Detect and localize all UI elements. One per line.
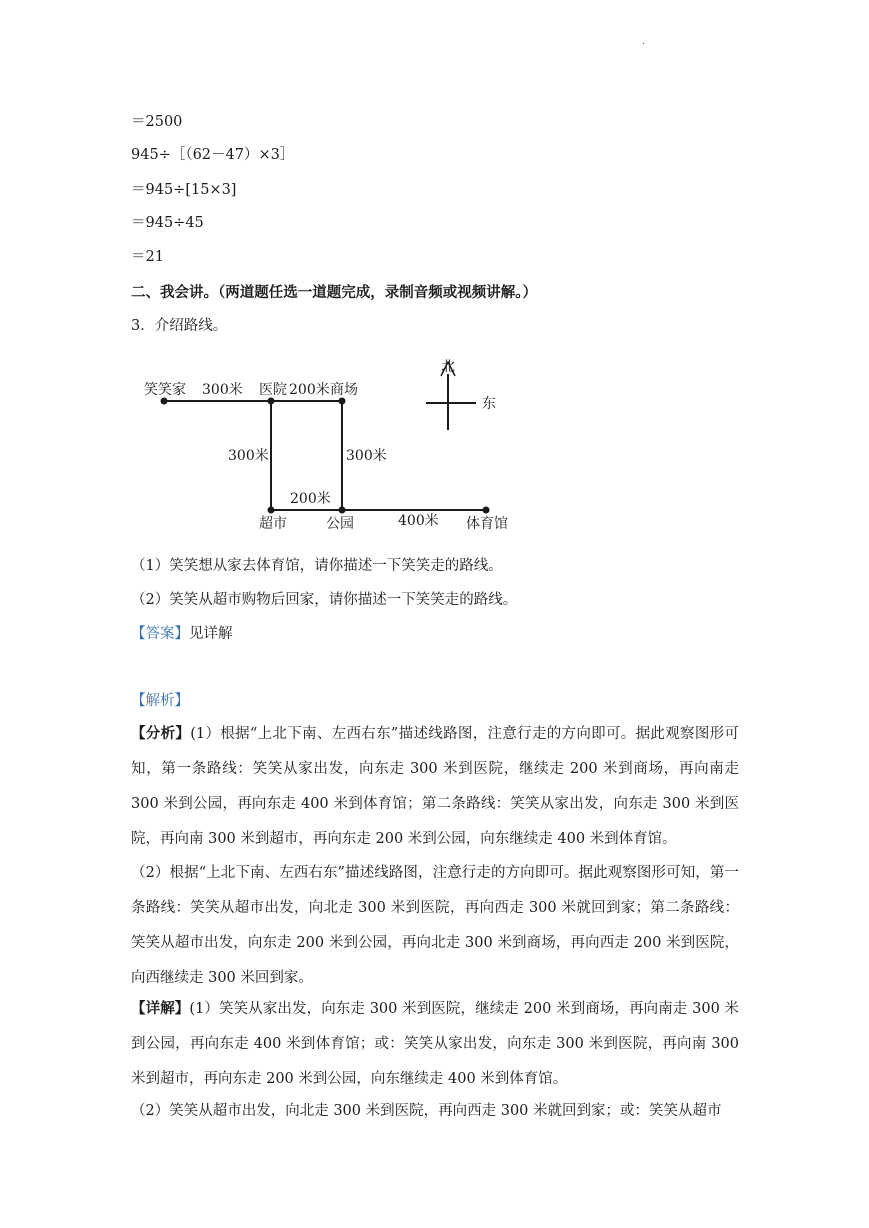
label-park: 公园 bbox=[326, 516, 354, 532]
label-dist-home-hospital: 300米 bbox=[202, 382, 243, 398]
analysis-paragraph-2: （2）根据“上北下南、左西右东”描述线路图，注意行走的方向即可。据此观察图形可知，第一条路线：笑笑从超市出发，向北走 300 米到医院，再向西走 300 米就回到家；第二条路线：笑笑从超市出发，向东走 200 米到公园，再向北走 300 米到商场，再向西走 200 米到医院，向西继续走 300 米回到家。 bbox=[131, 865, 739, 986]
calc-line-1: ＝2500 bbox=[131, 114, 183, 130]
calc-line-4: ＝945÷45 bbox=[131, 215, 204, 231]
detail-paragraph-1 bbox=[131, 991, 739, 1097]
label-dist-hospital-mall: 200米 bbox=[289, 382, 330, 398]
label-hospital: 医院 bbox=[259, 382, 287, 398]
mall-point bbox=[339, 398, 346, 405]
label-dist-hospital-supermarket: 300米 bbox=[228, 448, 269, 464]
sub-question-2: （2）笑笑从超市购物后回家，请你描述一下笑笑走的路线。 bbox=[131, 592, 518, 608]
park-point bbox=[339, 507, 346, 514]
section-title: 二、我会讲。（两道题任选一道题完成，录制音频或视频讲解。） bbox=[131, 284, 537, 301]
analysis-tag: 【分析】 bbox=[131, 725, 191, 742]
label-north: 北 bbox=[441, 359, 455, 375]
label-supermarket: 超市 bbox=[259, 516, 287, 532]
label-gym: 体育馆 bbox=[466, 516, 508, 532]
analysis-heading: 【解析】 bbox=[131, 693, 189, 709]
calc-line-3: ＝945÷[15×3] bbox=[131, 182, 237, 198]
supermarket-point bbox=[268, 507, 275, 514]
label-dist-supermarket-park: 200米 bbox=[290, 491, 331, 507]
calc-line-2: 945÷［（62－47）×3］ bbox=[131, 147, 295, 163]
label-home: 笑笑家 bbox=[144, 382, 186, 398]
label-dist-park-gym: 400米 bbox=[398, 513, 439, 529]
home-point bbox=[161, 398, 168, 405]
answer-text: 见详解 bbox=[189, 626, 233, 642]
page-mark: . bbox=[642, 36, 646, 47]
detail-tag: 【详解】 bbox=[131, 1000, 190, 1017]
label-dist-mall-park: 300米 bbox=[346, 448, 387, 464]
detail-text-1: (1）笑笑从家出发，向东走 300 米到医院，继续走 200 米到商场，再向南走 300 米到公园，再向东走 400 米到体育馆；或：笑笑从家出发，向东走 300 米到医院，再向南 300 米到超市，再向东走 200 米到公园，向东继续走 400 米到体育馆。 bbox=[131, 1001, 740, 1087]
label-east: 东 bbox=[482, 396, 496, 412]
calc-line-5: ＝21 bbox=[131, 249, 164, 265]
gym-point bbox=[483, 507, 490, 514]
answer-tag: 【答案】 bbox=[131, 626, 189, 642]
route-map-diagram bbox=[0, 0, 869, 560]
sub-question-1: （1）笑笑想从家去体育馆，请你描述一下笑笑走的路线。 bbox=[131, 558, 503, 574]
hospital-point bbox=[268, 398, 275, 405]
detail-paragraph-2: （2）笑笑从超市出发，向北走 300 米到医院，再向西走 300 米就回到家；或：笑笑从超市 bbox=[131, 1103, 722, 1119]
analysis-paragraph-1 bbox=[131, 716, 739, 857]
answer-line bbox=[131, 624, 233, 644]
question-title: 3．介绍路线。 bbox=[131, 318, 228, 334]
label-mall: 商场 bbox=[330, 382, 358, 398]
analysis-text-1: (1）根据“上北下南、左西右东”描述线路图，注意行走的方向即可。据此观察图形可知，第一条路线：笑笑从家出发，向东走 300 米到医院，继续走 200 米到商场，再向南走 300 米到公园，再向东走 400 米到体育馆；第二条路线：笑笑从家出发，向东走 300 米到医院，再向南 300 米到超市，再向东走 200 米到公园，向东继续走 400 米到体育馆。 bbox=[131, 726, 739, 847]
